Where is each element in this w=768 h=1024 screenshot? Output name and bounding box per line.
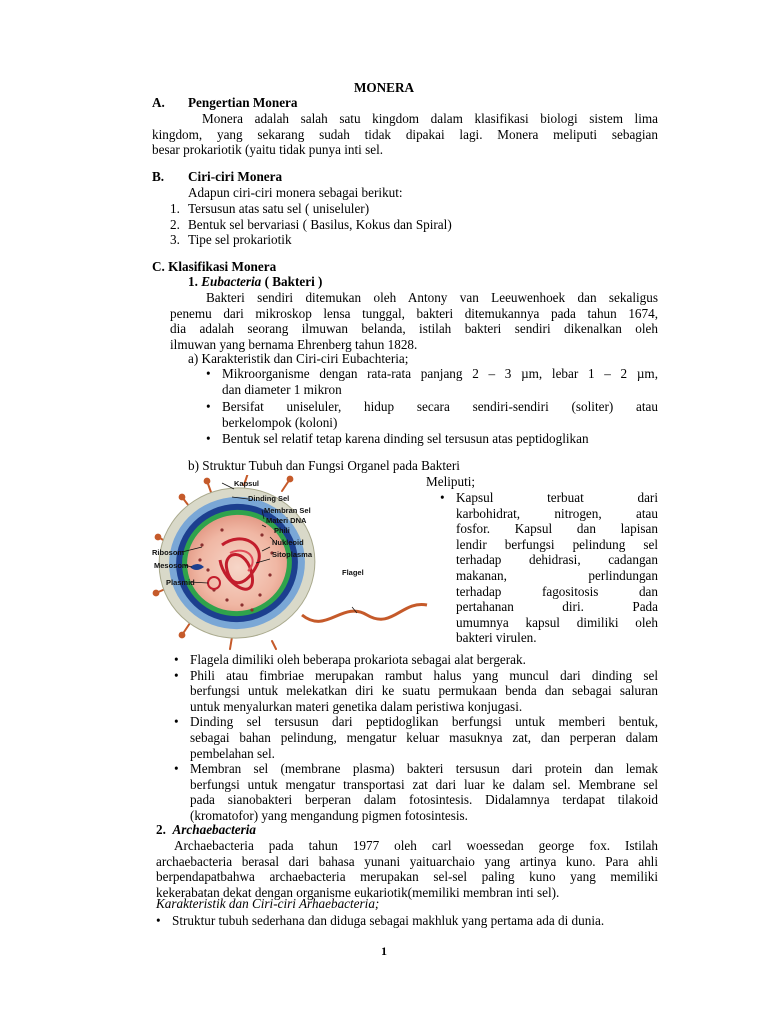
subsection-b-heading: b) Struktur Tubuh dan Fungsi Organel pada Bakteri	[188, 458, 460, 473]
label-phili: Phili	[274, 526, 290, 535]
subsection-eubacteria: 1. Eubacteria ( Bakteri )	[188, 274, 323, 289]
label-kapsul: Kapsul	[234, 479, 260, 488]
label-sitoplasma: Sitoplasma	[272, 550, 313, 559]
label-flagel: Flagel	[342, 568, 364, 577]
section-b-heading: Ciri-ciri Monera	[188, 169, 283, 184]
label-dinding-sel: Dinding Sel	[248, 494, 290, 503]
characteristics-list	[202, 366, 658, 447]
archaebacteria-paragraph	[156, 838, 658, 900]
list-item: • Struktur tubuh sederhana dan diduga sebagai makhluk yang pertama ada di dunia.	[152, 913, 672, 929]
subsection-archaebacteria: 2. Archaebacteria	[156, 822, 256, 837]
organelle-list	[170, 652, 658, 824]
list-item: • Kapsul terbuat dari karbohidrat, nitrogen, atau fosfor. Kapsul dan lapisan lendir berfungsi pelindung sel terhadap dehidrasi, cadangan makanan, perlindungan terhadap fagositosis dan pertahanan diri. Pada umumnya kapsul dimiliki oleh bakteri virulen.	[436, 490, 658, 646]
label-membran-sel: Membran Sel	[264, 506, 311, 515]
section-b-intro: Adapun ciri-ciri monera sebagai berikut:	[188, 185, 403, 200]
section-a-letter: A.	[152, 95, 165, 110]
label-materi-dna: Materi DNA	[266, 516, 307, 525]
list-item: • Mikroorganisme dengan rata-rata panjang 2 – 3 µm, lebar 1 – 2 µm, dan diameter 1 mikron	[202, 366, 658, 397]
paragraph-line: Monera adalah salah satu kingdom dalam klasifikasi biologi sistem lima	[202, 111, 658, 126]
list-item: • Membran sel (membrane plasma) bakteri tersusun dari protein dan lemak berfungsi untuk mengatur transportasi zat dari luar ke dalam sel. Membrane sel pada sianobakteri berperan dalam fotosintesis. Didalamnya terdapat tilakoid (kromatofor) yang mengandung pigmen fotosintesis.	[170, 761, 658, 823]
list-item: 2. Bentuk sel bervariasi ( Basilus, Kokus dan Spiral)	[170, 216, 452, 232]
label-plasmid: Plasmid	[166, 578, 195, 587]
subsection-a-heading: a) Karakteristik dan Ciri-ciri Eubachteria;	[188, 351, 409, 366]
section-b-letter: B.	[152, 169, 165, 184]
eubacteria-paragraph	[170, 290, 658, 352]
paragraph-line: dia adalah seorang ilmuwan belanda, istilah bakteri sendiri dikenalkan oleh	[170, 321, 658, 337]
paragraph-line: berpendapatbahwa archaebacteria merupakan sel-sel paling kuno yang memiliki	[156, 869, 658, 885]
list-item: • Phili atau fimbriae merupakan rambut halus yang muncul dari dinding sel berfungsi untuk melekatkan diri ke suatu permukaan benda dan sebagai saluran untuk menyalurkan materi genetika dalam peristiwa konjugasi.	[170, 668, 658, 715]
meliputi-label: Meliputi;	[426, 474, 476, 489]
list-item: • Flagela dimiliki oleh beberapa prokariota sebagai alat bergerak.	[170, 652, 658, 668]
list-item: • Bersifat uniseluler, hidup secara sendiri-sendiri (soliter) atau berkelompok (koloni)	[202, 399, 658, 430]
archaebacteria-list	[152, 913, 672, 929]
section-b-list	[170, 201, 452, 248]
list-item: • Bentuk sel relatif tetap karena dinding sel tersusun atas peptidoglikan	[202, 431, 658, 447]
paragraph-line: kingdom, yang sekarang sudah tidak dipakai lagi. Monera meliputi sebagian	[152, 126, 658, 142]
section-c-heading: C. Klasifikasi Monera	[152, 259, 277, 274]
list-item: • Dinding sel tersusun dari peptidoglikan berfungsi untuk memberi bentuk, sebagai bahan pelindung, mengatur keluar masuknya zat, dan perperan dalam pembelahan sel.	[170, 714, 658, 761]
page-title: MONERA	[353, 80, 415, 95]
paragraph-line: archaebacteria berasal dari bahasa yunani yaituarchaio yang artinya kuno. Para ahli	[156, 853, 658, 869]
bacteria-structure-diagram	[152, 475, 434, 650]
page-number: 1	[381, 944, 387, 958]
label-nukleoid: Nukleoid	[272, 538, 304, 547]
archaebacteria-characteristics-heading: Karakteristik dan Ciri-ciri Arhaebacteria;	[156, 896, 380, 911]
label-ribosom: Ribosom	[152, 548, 185, 557]
label-mesosom: Mesosom	[154, 561, 189, 570]
paragraph-line: besar prokariotik (yaitu tidak punya inti sel.	[152, 142, 384, 158]
section-a-paragraph	[152, 111, 658, 158]
paragraph-line: penemu dari mikroskop lensa tunggal, bakteri ditemukannya pada tahun 1674,	[170, 305, 658, 321]
paragraph-line: kekerabatan dekat dengan organisme eukariotik(memiliki membran inti sel).	[156, 884, 560, 900]
paragraph-line: Archaebacteria pada tahun 1977 oleh carl woessedan george fox. Istilah	[174, 838, 658, 853]
list-item: 3. Tipe sel prokariotik	[170, 232, 292, 248]
section-a-heading: Pengertian Monera	[188, 95, 298, 110]
flagellum	[302, 604, 427, 621]
kapsul-description	[436, 490, 658, 646]
list-item: 1. Tersusun atas satu sel ( uniseluler)	[170, 201, 370, 216]
paragraph-line: Bakteri sendiri ditemukan oleh Antony van Leeuwenhoek dan sekaligus	[206, 290, 658, 305]
paragraph-line: ilmuwan yang bernama Ehrenberg tahun 1828.	[170, 336, 418, 352]
